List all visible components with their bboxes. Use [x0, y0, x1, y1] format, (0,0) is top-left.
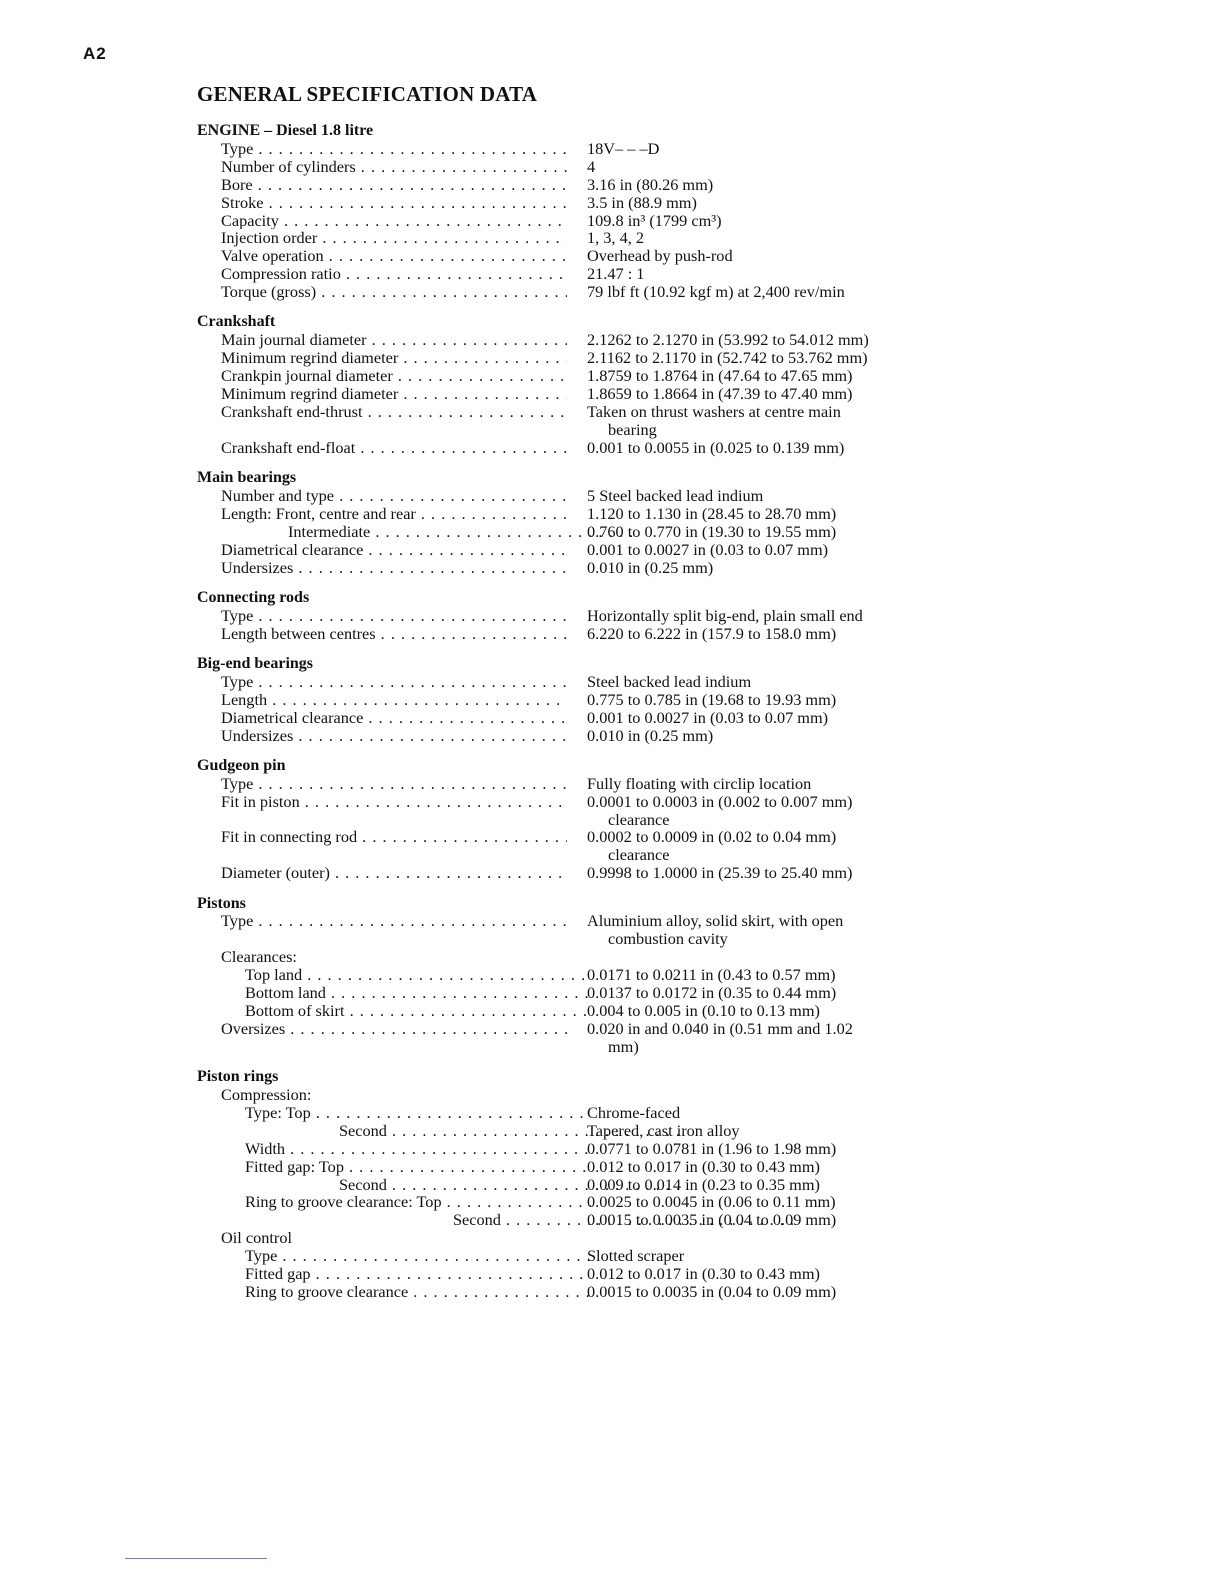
spec-label: Top land . . . — [197, 966, 591, 984]
spec-label: Torque (gross) . . . — [197, 283, 567, 301]
spec-value — [587, 673, 1137, 691]
spec-value — [587, 1104, 1137, 1122]
spec-value-line: Tapered, cast iron alloy — [587, 1120, 740, 1140]
spec-value — [587, 265, 1137, 283]
spec-label: Oversizes . . . — [197, 1020, 567, 1038]
spec-value-line: 6.220 to 6.222 in (157.9 to 158.0 mm) — [587, 623, 837, 643]
spec-value — [587, 1229, 1137, 1247]
spec-row — [197, 349, 1137, 367]
spec-row — [197, 607, 1137, 625]
spec-label: Compression: — [221, 1086, 312, 1104]
spec-value-line: 18V– – –D — [587, 138, 660, 158]
spec-value-line: Slotted scraper — [587, 1246, 685, 1266]
section-heading: Main bearings — [197, 469, 297, 487]
spec-value-line: 1.120 to 1.130 in (28.45 to 28.70 mm) — [587, 503, 837, 523]
spec-value-line: clearance — [608, 809, 670, 829]
spec-value — [587, 1140, 1137, 1158]
spec-value — [587, 625, 1137, 643]
spec-row — [197, 984, 1137, 1002]
spec-label: Type . . . — [197, 912, 567, 930]
spec-section — [197, 757, 1137, 882]
spec-row — [197, 775, 1137, 793]
spec-value — [587, 948, 1137, 966]
spec-value — [587, 385, 1137, 403]
spec-row — [197, 523, 1137, 541]
spec-label: Length between centres . . . — [197, 625, 567, 643]
spec-value-line: 1, 3, 4, 2 — [587, 228, 644, 248]
spec-label: Type . . . — [197, 607, 567, 625]
spec-section — [197, 313, 1137, 456]
spec-value — [587, 912, 1137, 948]
spec-value — [587, 1193, 1137, 1211]
spec-value — [587, 367, 1137, 385]
section-heading: Connecting rods — [197, 588, 310, 606]
spec-value — [587, 140, 1137, 158]
spec-value-line: 0.9998 to 1.0000 in (25.39 to 25.40 mm) — [587, 863, 853, 883]
spec-label: Bore . . . — [197, 176, 567, 194]
spec-value — [587, 966, 1137, 984]
spec-value — [587, 1283, 1137, 1301]
spec-label: Type . . . — [197, 673, 567, 691]
spec-label: Length . . . — [197, 691, 567, 709]
spec-value-line: 0.012 to 0.017 in (0.30 to 0.43 mm) — [587, 1156, 820, 1176]
spec-row — [197, 948, 1137, 966]
spec-value-line: 0.020 in and 0.040 in (0.51 mm and 1.02 — [587, 1018, 853, 1038]
spec-value — [587, 439, 1137, 457]
spec-row — [197, 793, 1137, 829]
spec-value-line: 0.0001 to 0.0003 in (0.002 to 0.007 mm) — [587, 791, 853, 811]
spec-label: Valve operation . . . — [197, 247, 567, 265]
spec-row — [197, 1229, 1137, 1247]
spec-row — [197, 176, 1137, 194]
spec-label: Second . . . — [197, 1211, 799, 1229]
spec-value — [587, 176, 1137, 194]
spec-label: Minimum regrind diameter . . . — [197, 385, 567, 403]
page-number-label: A2 — [83, 44, 107, 63]
spec-value — [587, 1020, 1137, 1056]
spec-label: Ring to groove clearance . . . — [197, 1283, 591, 1301]
spec-label: Second . . . — [197, 1122, 685, 1140]
spec-value-line: 0.012 to 0.017 in (0.30 to 0.43 mm) — [587, 1264, 820, 1284]
spec-value — [587, 1265, 1137, 1283]
spec-value — [587, 828, 1137, 864]
spec-label: Fitted gap . . . — [197, 1265, 591, 1283]
spec-value — [587, 505, 1137, 523]
spec-label: Type: Top . . . — [197, 1104, 591, 1122]
spec-label: Type . . . — [197, 1247, 591, 1265]
spec-value-line: 79 lbf ft (10.92 kgf m) at 2,400 rev/min — [587, 282, 845, 302]
spec-label: Minimum regrind diameter . . . — [197, 349, 567, 367]
spec-value-line: 0.0002 to 0.0009 in (0.02 to 0.04 mm) — [587, 827, 837, 847]
spec-row — [197, 1176, 1137, 1194]
spec-value-line: mm) — [608, 1036, 639, 1056]
spec-row — [197, 1002, 1137, 1020]
spec-value — [587, 559, 1137, 577]
spec-row — [197, 1122, 1137, 1140]
spec-row — [197, 439, 1137, 457]
spec-value — [587, 864, 1137, 882]
spec-row — [197, 385, 1137, 403]
section-heading: Big-end bearings — [197, 654, 314, 672]
spec-value — [587, 349, 1137, 367]
spec-value-line: Aluminium alloy, solid skirt, with open — [587, 911, 844, 931]
spec-label: Crankshaft end-float . . . — [197, 439, 567, 457]
spec-row — [197, 403, 1137, 439]
spec-value-line: 21.47 : 1 — [587, 264, 645, 284]
spec-value — [587, 1158, 1137, 1176]
spec-row — [197, 229, 1137, 247]
spec-section — [197, 895, 1137, 1056]
spec-row — [197, 367, 1137, 385]
spec-label: Fit in piston . . . — [197, 793, 567, 811]
spec-value-line: clearance — [608, 845, 670, 865]
spec-row — [197, 1020, 1137, 1056]
spec-value-line: 1.8659 to 1.8664 in (47.39 to 47.40 mm) — [587, 384, 853, 404]
spec-label: Bottom of skirt . . . — [197, 1002, 591, 1020]
spec-row — [197, 283, 1137, 301]
spec-row — [197, 1265, 1137, 1283]
spec-section — [197, 655, 1137, 745]
spec-row — [197, 966, 1137, 984]
spec-label: Injection order . . . — [197, 229, 567, 247]
spec-row — [197, 140, 1137, 158]
spec-value — [587, 331, 1137, 349]
spec-label: Crankpin journal diameter . . . — [197, 367, 567, 385]
spec-section — [197, 469, 1137, 576]
spec-value-line: 109.8 in³ (1799 cm³) — [587, 210, 722, 230]
spec-value-line: Fully floating with circlip location — [587, 773, 812, 793]
spec-label: Fitted gap: Top . . . — [197, 1158, 591, 1176]
spec-row — [197, 1247, 1137, 1265]
spec-label: Width . . . — [197, 1140, 591, 1158]
spec-row — [197, 212, 1137, 230]
spec-label: Type . . . — [197, 775, 567, 793]
spec-row — [197, 691, 1137, 709]
spec-row — [197, 1283, 1137, 1301]
spec-label: Type . . . — [197, 140, 567, 158]
spec-row — [197, 727, 1137, 745]
spec-value-line: 2.1162 to 2.1170 in (52.742 to 53.762 mm) — [587, 348, 868, 368]
spec-value-line: 0.0025 to 0.0045 in (0.06 to 0.11 mm) — [587, 1192, 836, 1212]
footer-rule — [125, 1558, 267, 1559]
spec-value-line: 3.5 in (88.9 mm) — [587, 192, 697, 212]
spec-row — [197, 1086, 1137, 1104]
spec-label: Intermediate . . . — [197, 523, 634, 541]
spec-value — [587, 727, 1137, 745]
spec-label: Stroke . . . — [197, 194, 567, 212]
spec-value — [587, 775, 1137, 793]
spec-value-line: 1.8759 to 1.8764 in (47.64 to 47.65 mm) — [587, 366, 853, 386]
spec-label: Main journal diameter . . . — [197, 331, 567, 349]
spec-label: Diameter (outer) . . . — [197, 864, 567, 882]
spec-row — [197, 864, 1137, 882]
spec-value — [587, 487, 1137, 505]
spec-value-line: 5 Steel backed lead indium — [587, 485, 764, 505]
section-heading: Gudgeon pin — [197, 756, 286, 774]
spec-row — [197, 487, 1137, 505]
spec-label: Clearances: — [221, 948, 297, 967]
spec-label: Fit in connecting rod . . . — [197, 828, 567, 846]
spec-value-line: 0.760 to 0.770 in (19.30 to 19.55 mm) — [587, 521, 837, 541]
spec-label: Bottom land . . . — [197, 984, 591, 1002]
section-heading: Pistons — [197, 894, 246, 912]
spec-value — [587, 194, 1137, 212]
spec-value-line: Steel backed lead indium — [587, 671, 752, 691]
spec-label: Number and type . . . — [197, 487, 567, 505]
spec-row — [197, 194, 1137, 212]
spec-value — [587, 283, 1137, 301]
spec-row — [197, 1211, 1137, 1229]
spec-row — [197, 673, 1137, 691]
spec-value-line: 3.16 in (80.26 mm) — [587, 174, 714, 194]
spec-value-line: 0.010 in (0.25 mm) — [587, 725, 714, 745]
spec-row — [197, 709, 1137, 727]
spec-label: Second . . . — [197, 1176, 685, 1194]
spec-value-line: 0.0137 to 0.0172 in (0.35 to 0.44 mm) — [587, 983, 837, 1003]
spec-value-line: Overhead by push-rod — [587, 246, 733, 266]
spec-value-line: Taken on thrust washers at centre main — [587, 401, 841, 421]
spec-value-line: 0.001 to 0.0027 in (0.03 to 0.07 mm) — [587, 707, 829, 727]
spec-value-line: 0.010 in (0.25 mm) — [587, 557, 714, 577]
spec-value — [587, 523, 1137, 541]
section-heading: ENGINE – Diesel 1.8 litre — [197, 122, 374, 139]
spec-value — [587, 984, 1137, 1002]
spec-label: Length: Front, centre and rear . . . — [197, 505, 567, 523]
section-heading: Crankshaft — [197, 313, 276, 331]
spec-section — [197, 122, 1137, 301]
spec-value-line: 0.0015 to 0.0035 in (0.04 to 0.09 mm) — [587, 1210, 837, 1230]
spec-value — [587, 793, 1137, 829]
spec-label: Crankshaft end-thrust . . . — [197, 403, 567, 421]
spec-label: Number of cylinders . . . — [197, 158, 567, 176]
spec-value — [587, 1247, 1137, 1265]
spec-row — [197, 247, 1137, 265]
spec-value — [587, 1002, 1137, 1020]
spec-label: Ring to groove clearance: Top . . . — [197, 1193, 591, 1211]
spec-row — [197, 1140, 1137, 1158]
spec-value-line: 0.0171 to 0.0211 in (0.43 to 0.57 mm) — [587, 965, 836, 985]
spec-section — [197, 589, 1137, 643]
spec-label: Diametrical clearance . . . — [197, 541, 567, 559]
spec-value-line: 0.0015 to 0.0035 in (0.04 to 0.09 mm) — [587, 1281, 837, 1301]
page-title: GENERAL SPECIFICATION DATA — [197, 82, 538, 106]
spec-value — [587, 709, 1137, 727]
spec-section — [197, 1068, 1137, 1301]
spec-value-line: 0.004 to 0.005 in (0.10 to 0.13 mm) — [587, 1001, 820, 1020]
spec-label: Compression ratio . . . — [197, 265, 567, 283]
spec-row — [197, 265, 1137, 283]
spec-value — [587, 212, 1137, 230]
spec-value-line: combustion cavity — [608, 929, 728, 949]
spec-value — [587, 607, 1137, 625]
spec-value — [587, 1086, 1137, 1104]
spec-row — [197, 331, 1137, 349]
spec-label: Undersizes . . . — [197, 559, 567, 577]
spec-label: Undersizes . . . — [197, 727, 567, 745]
spec-label: Capacity . . . — [197, 212, 567, 230]
spec-value — [587, 403, 1137, 439]
spec-value-line: bearing — [608, 419, 657, 439]
spec-value-line: 0.001 to 0.0027 in (0.03 to 0.07 mm) — [587, 539, 829, 559]
section-heading: Piston rings — [197, 1068, 279, 1086]
spec-value — [587, 691, 1137, 709]
spec-row — [197, 1193, 1137, 1211]
spec-row — [197, 158, 1137, 176]
spec-label: Oil control — [221, 1229, 292, 1248]
spec-row — [197, 541, 1137, 559]
spec-value — [587, 158, 1137, 176]
spec-value-line: 4 — [587, 156, 596, 176]
spec-value-line: 0.775 to 0.785 in (19.68 to 19.93 mm) — [587, 689, 837, 709]
spec-value-line: 2.1262 to 2.1270 in (53.992 to 54.012 mm) — [587, 330, 869, 350]
spec-value-line: 0.0771 to 0.0781 in (1.96 to 1.98 mm) — [587, 1138, 837, 1158]
spec-row — [197, 1104, 1137, 1122]
spec-value — [587, 229, 1137, 247]
spec-value — [587, 247, 1137, 265]
spec-label: Diametrical clearance . . . — [197, 709, 567, 727]
spec-row — [197, 912, 1137, 948]
spec-row — [197, 1158, 1137, 1176]
spec-row — [197, 559, 1137, 577]
spec-row — [197, 505, 1137, 523]
spec-value-line: 0.001 to 0.0055 in (0.025 to 0.139 mm) — [587, 437, 845, 457]
spec-value — [587, 541, 1137, 559]
spec-value-line: Horizontally split big-end, plain small end — [587, 605, 863, 625]
specification-list — [197, 122, 1137, 1313]
spec-value-line: Chrome-faced — [587, 1102, 681, 1122]
spec-value-line: 0.009 to 0.014 in (0.23 to 0.35 mm) — [587, 1174, 820, 1194]
spec-row — [197, 625, 1137, 643]
spec-row — [197, 828, 1137, 864]
